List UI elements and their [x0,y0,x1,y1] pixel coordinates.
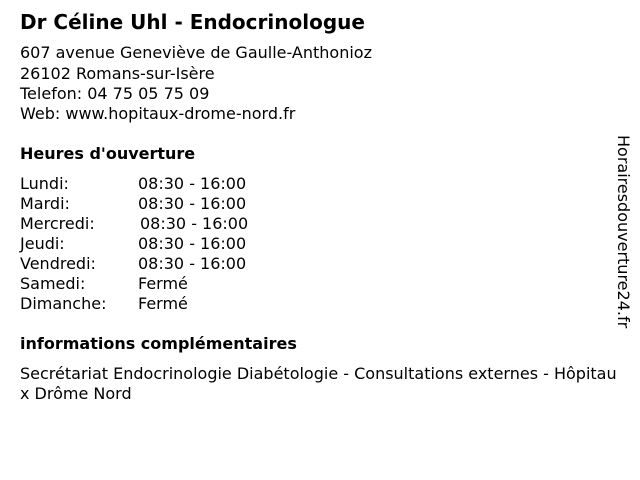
phone-number: Telefon: 04 75 05 75 09 [20,84,210,103]
additional-info-heading: informations complémentaires [20,334,297,353]
website: Web: www.hopitaux-drome-nord.fr [20,104,296,123]
site-watermark: Horairesdouverture24.fr [614,135,633,329]
address-city: 26102 Romans-sur-Isère [20,64,215,83]
hours-value: Fermé [138,294,188,313]
day-label: Lundi: [20,174,69,193]
page-title: Dr Céline Uhl - Endocrinologue [20,10,365,34]
hours-value: 08:30 - 16:00 [138,234,247,253]
address-street: 607 avenue Geneviève de Gaulle-Anthonioz [20,43,372,62]
hours-value: 08:30 - 16:00 [140,214,249,233]
hours-value: Fermé [138,274,188,293]
additional-info-text: Secrétariat Endocrinologie Diabétologie - Consultations externes - Hôpitaux Drôme Nord [20,364,617,403]
day-label: Samedi: [20,274,86,293]
day-label: Dimanche: [20,294,107,313]
day-label: Mercredi: [20,214,95,233]
hours-value: 08:30 - 16:00 [138,174,247,193]
hours-value: 08:30 - 16:00 [138,254,247,273]
opening-hours-heading: Heures d'ouverture [20,144,196,163]
hours-value: 08:30 - 16:00 [138,194,247,213]
day-label: Vendredi: [20,254,96,273]
day-label: Mardi: [20,194,70,213]
day-label: Jeudi: [20,234,65,253]
